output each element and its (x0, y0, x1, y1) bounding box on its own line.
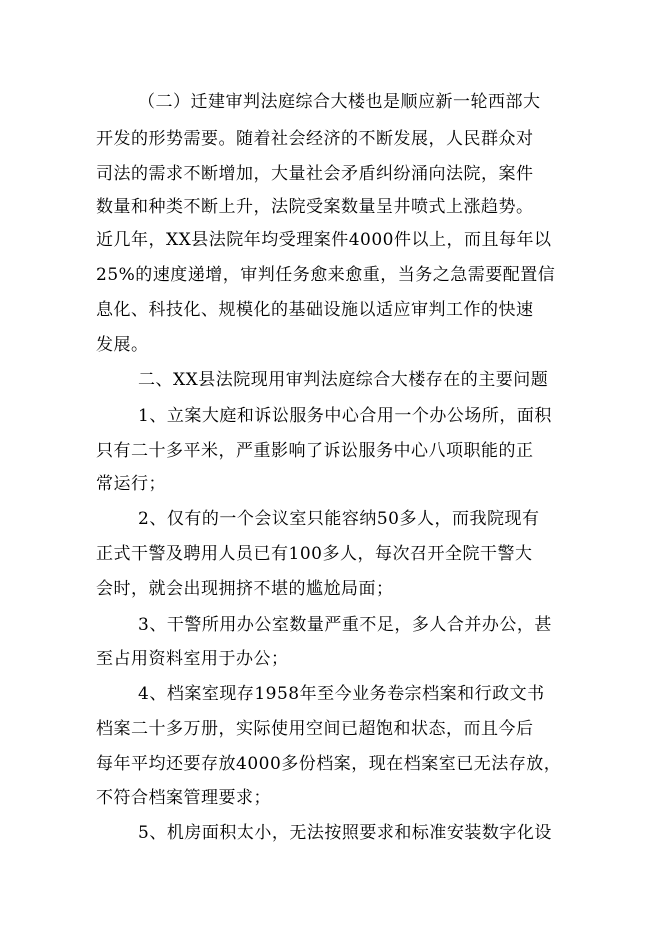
text-line-6: 25%的速度递增，审判任务愈来愈重，当务之急需要配置信 (96, 265, 556, 285)
text-line-20: 每年平均还要存放4000多份档案，现在档案室已无法存放， (96, 754, 562, 774)
text-line-15: 会时，就会出现拥挤不堪的尴尬局面； (96, 579, 394, 599)
text-line-4: 数量和种类不断上升，法院受案数量呈井喷式上涨趋势。 (96, 197, 534, 217)
text-line-10: 1、立案大庭和诉讼服务中心合用一个办公场所，面积 (138, 406, 552, 426)
text-line-17: 至占用资料室用于办公； (96, 649, 289, 669)
text-line-21: 不符合档案管理要求； (96, 788, 271, 808)
text-line-14: 正式干警及聘用人员已有100多人，每次召开全院干警大 (96, 544, 533, 564)
text-line-1: （二）迁建审判法庭综合大楼也是顺应新一轮西部大 (138, 92, 541, 112)
text-line-8: 发展。 (96, 335, 149, 355)
text-line-3: 司法的需求不断增加，大量社会矛盾纠纷涌向法院，案件 (96, 164, 534, 184)
text-line-2: 开发的形势需要。随着社会经济的不断发展，人民群众对 (96, 129, 534, 149)
text-line-11: 只有二十多平米，严重影响了诉讼服务中心八项职能的正 (96, 441, 534, 461)
text-line-7: 息化、科技化、规模化的基础设施以适应审判工作的快速 (96, 300, 534, 320)
text-line-13: 2、仅有的一个会议室只能容纳50多人，而我院现有 (138, 509, 540, 529)
text-line-12: 常运行； (96, 474, 166, 494)
section-heading-2: 二、XX县法院现用审判法庭综合大楼存在的主要问题 (138, 370, 549, 390)
text-line-19: 档案二十多万册，实际使用空间已超饱和状态，而且今后 (96, 719, 534, 739)
text-line-5: 近几年，XX县法院年均受理案件4000件以上，而且每年以 (96, 230, 552, 250)
text-line-22: 5、机房面积太小，无法按照要求和标准安装数字化设 (138, 823, 552, 843)
text-line-18: 4、档案室现存1958年至今业务卷宗档案和行政文书 (138, 684, 545, 704)
text-line-16: 3、干警所用办公室数量严重不足，多人合并办公，甚 (138, 615, 552, 635)
